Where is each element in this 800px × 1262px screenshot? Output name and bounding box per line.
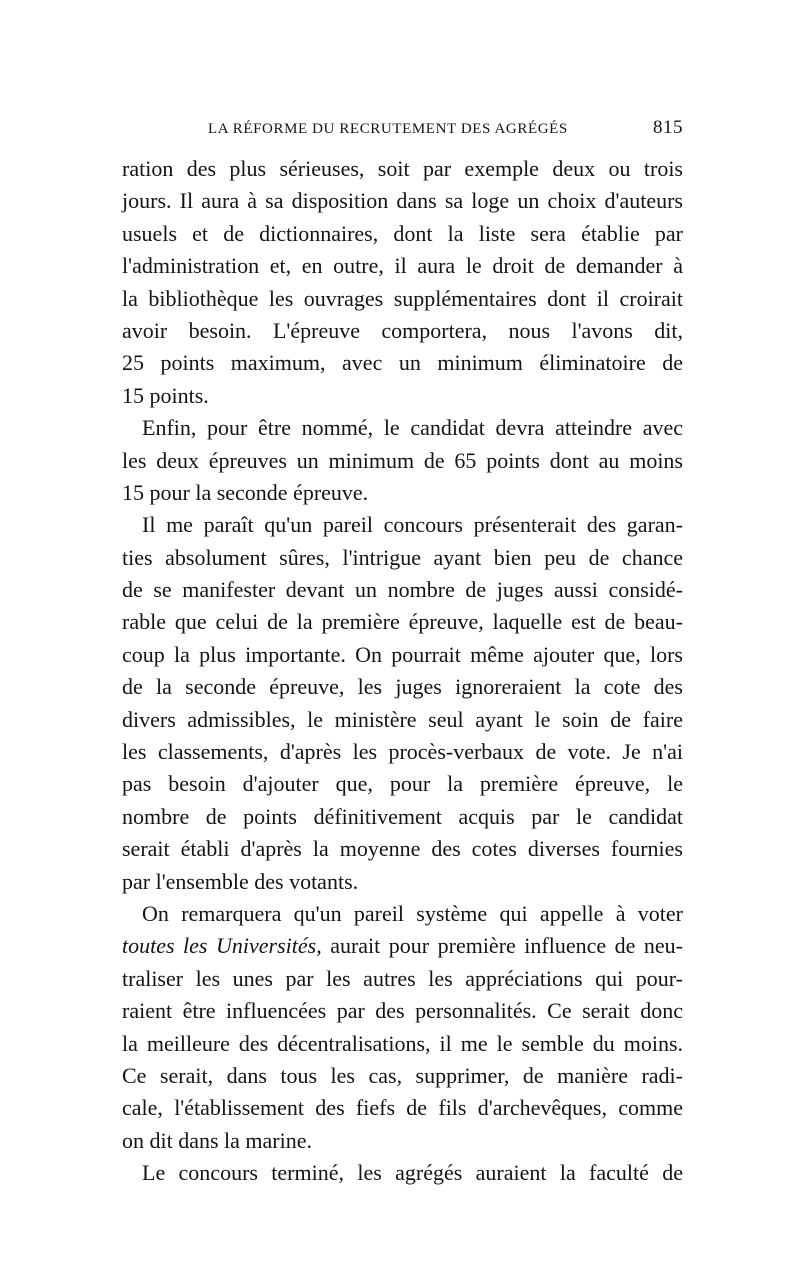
text-fragment: aurait pour première influence de neu- xyxy=(321,933,683,959)
text-line: coup la plus importante. On pourrait même ajouter que, lors xyxy=(122,641,683,667)
text-line: les deux épreuves un minimum de 65 points dont au moins xyxy=(122,447,683,473)
text-line: la meilleure des décentralisations, il me le semble du moins. xyxy=(122,1030,683,1056)
text-line: usuels et de dictionnaires, dont la liste sera établie par xyxy=(122,220,683,246)
text-line: 15 pour la seconde épreuve. xyxy=(122,479,369,505)
text-line: par l'ensemble des votants. xyxy=(122,868,359,894)
text-line: avoir besoin. L'épreuve comportera, nous l'avons dit, xyxy=(122,317,683,343)
running-head-title: LA RÉFORME DU RECRUTEMENT DES AGRÉGÉS xyxy=(208,121,568,137)
text-line: divers admissibles, le ministère seul ayant le soin de faire xyxy=(122,706,683,732)
text-line: on dit dans la marine. xyxy=(122,1127,313,1153)
text-line: rable que celui de la première épreuve, laquelle est de beau- xyxy=(122,609,683,635)
text-line: 25 points maximum, avec un minimum éliminatoire de xyxy=(122,350,683,376)
text-line: 15 points. xyxy=(122,382,209,408)
text-line: traliser les unes par les autres les appréciations qui pour- xyxy=(122,965,683,991)
text-line: jours. Il aura à sa disposition dans sa loge un choix d'auteurs xyxy=(122,188,683,214)
body-text xyxy=(122,153,683,1190)
text-line xyxy=(122,930,683,962)
italic-phrase: toutes les Universités, xyxy=(122,933,322,959)
text-line: serait établi d'après la moyenne des cotes diverses fournies xyxy=(122,836,683,862)
text-line: Ce serait, dans tous les cas, supprimer, de manière radi- xyxy=(122,1062,683,1088)
text-line: ration des plus sérieuses, soit par exemple deux ou trois xyxy=(122,156,683,181)
text-line: pas besoin d'ajouter que, pour la première épreuve, le xyxy=(122,771,683,797)
text-line: de se manifester devant un nombre de juges aussi considé- xyxy=(122,577,683,603)
text-line: ties absolument sûres, l'intrigue ayant bien peu de chance xyxy=(122,544,683,570)
text-line: On remarquera qu'un pareil système qui appelle à voter xyxy=(142,900,683,926)
page-number: 815 xyxy=(653,117,683,138)
running-head xyxy=(208,117,683,141)
text-line: Enfin, pour être nommé, le candidat devra atteindre avec xyxy=(142,415,683,441)
text-line: la bibliothèque les ouvrages supplémentaires dont il croirait xyxy=(122,285,683,311)
text-line: Le concours terminé, les agrégés auraient la faculté de xyxy=(142,1160,683,1186)
text-line: cale, l'établissement des fiefs de fils d'archevêques, comme xyxy=(122,1095,683,1121)
text-line: Il me paraît qu'un pareil concours présenterait des garan- xyxy=(142,512,683,538)
text-line: de la seconde épreuve, les juges ignoreraient la cote des xyxy=(122,674,683,700)
text-line: l'administration et, en outre, il aura le droit de demander à xyxy=(122,253,683,279)
text-line: raient être influencées par des personnalités. Ce serait donc xyxy=(122,998,683,1024)
text-line: nombre de points définitivement acquis par le candidat xyxy=(122,803,683,829)
text-line: les classements, d'après les procès-verbaux de vote. Je n'ai xyxy=(122,739,683,765)
